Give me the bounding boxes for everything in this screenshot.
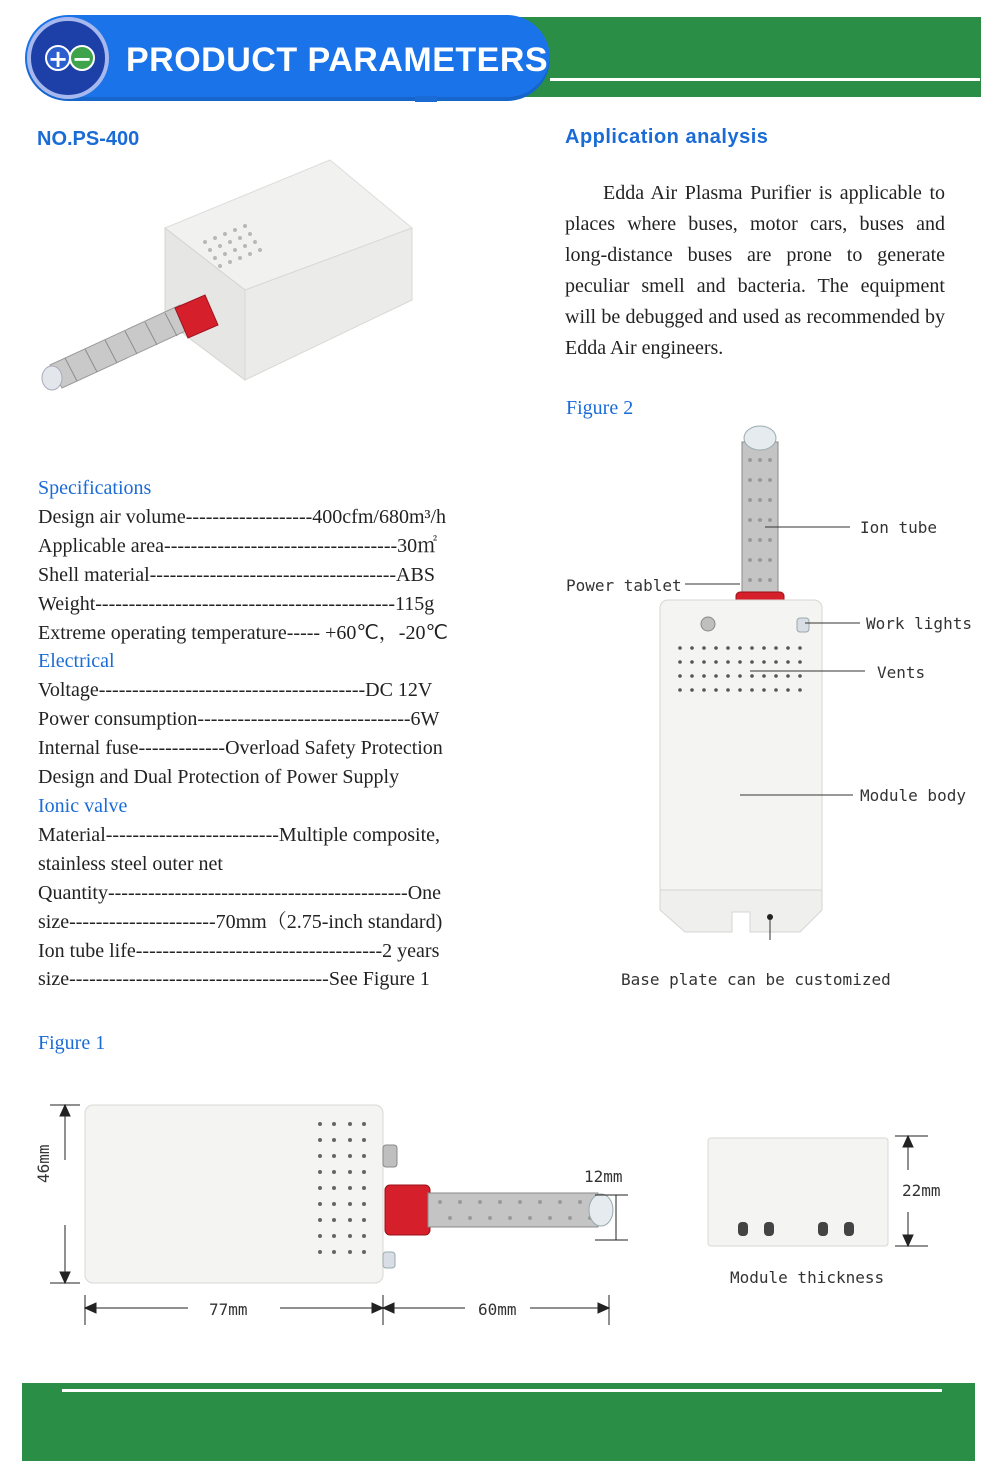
specifications-list [38, 474, 488, 994]
spec-size-reference: size---------------------------------------See Figure 1 [38, 968, 430, 991]
dimension-tube-length-label: 60mm [478, 1300, 517, 1319]
label-work-lights: Work lights [866, 614, 972, 633]
footer-divider-line [62, 1389, 942, 1392]
brand-logo [27, 17, 109, 99]
dimension-body-length-label: 77mm [209, 1300, 248, 1319]
label-power-tablet: Power tablet [566, 576, 682, 595]
dimension-thickness-label: 22mm [902, 1181, 941, 1200]
header-banner-notch [415, 96, 437, 102]
spec-quantity: Quantity---------------------------------------------One [38, 881, 442, 904]
model-number: NO.PS-400 [37, 128, 140, 150]
spec-internal-fuse: Internal fuse-------------Overload Safety Protection [38, 737, 443, 760]
module-thickness-caption: Module thickness [730, 1268, 885, 1287]
footer-band [22, 1383, 975, 1461]
section-heading-specifications: Specifications [38, 477, 152, 499]
spec-power-consumption: Power consumption--------------------------------6W [38, 708, 440, 731]
application-analysis-heading: Application analysis [565, 126, 769, 148]
section-heading-electrical: Electrical [38, 650, 115, 673]
spec-voltage: Voltage----------------------------------------DC 12V [38, 679, 433, 702]
spec-tube-size: size----------------------70mm（2.75-inch standard) [38, 910, 443, 933]
dimension-tube-diameter-label: 12mm [584, 1167, 623, 1186]
spec-material-continued: stainless steel outer net [38, 852, 223, 875]
application-analysis-text: Edda Air Plasma Purifier is applicable to places where buses, motor cars, buses and long-distance buses are prone to generate peculiar smell and bacteria. The equipment will be debugged and used as recommended by Edda Air engineers. [565, 182, 945, 359]
spec-operating-temperature: Extreme operating temperature----- +60℃，-20℃ [38, 621, 448, 644]
label-module-body: Module body [860, 786, 966, 805]
spec-shell-material: Shell material-------------------------------------ABS [38, 563, 435, 586]
product-photo [30, 150, 430, 410]
figure-1-label: Figure 1 [38, 1032, 106, 1054]
spec-internal-fuse-continued: Design and Dual Protection of Power Supply [38, 766, 400, 789]
section-heading-ionic-valve: Ionic valve [38, 794, 128, 817]
header-divider-line [550, 78, 980, 81]
label-vents: Vents [877, 663, 926, 682]
minus-icon: − [69, 45, 95, 71]
spec-ion-tube-life: Ion tube life-------------------------------------2 years [38, 939, 440, 962]
spec-material: Material--------------------------Multiple composite, [38, 823, 441, 846]
label-ion-tube: Ion tube [860, 518, 938, 537]
page-title: PRODUCT PARAMETERS [126, 41, 549, 79]
spec-weight: Weight---------------------------------------------115g [38, 592, 435, 615]
dimension-height-label: 46mm [34, 1144, 53, 1183]
plus-icon: + [45, 45, 71, 71]
spec-applicable-area: Applicable area-----------------------------------30㎡ [38, 534, 438, 557]
label-base-plate: Base plate can be customized [621, 970, 891, 989]
spec-design-air-volume: Design air volume-------------------400cfm/680m³/h [38, 505, 447, 528]
figure-2-label: Figure 2 [566, 397, 634, 419]
